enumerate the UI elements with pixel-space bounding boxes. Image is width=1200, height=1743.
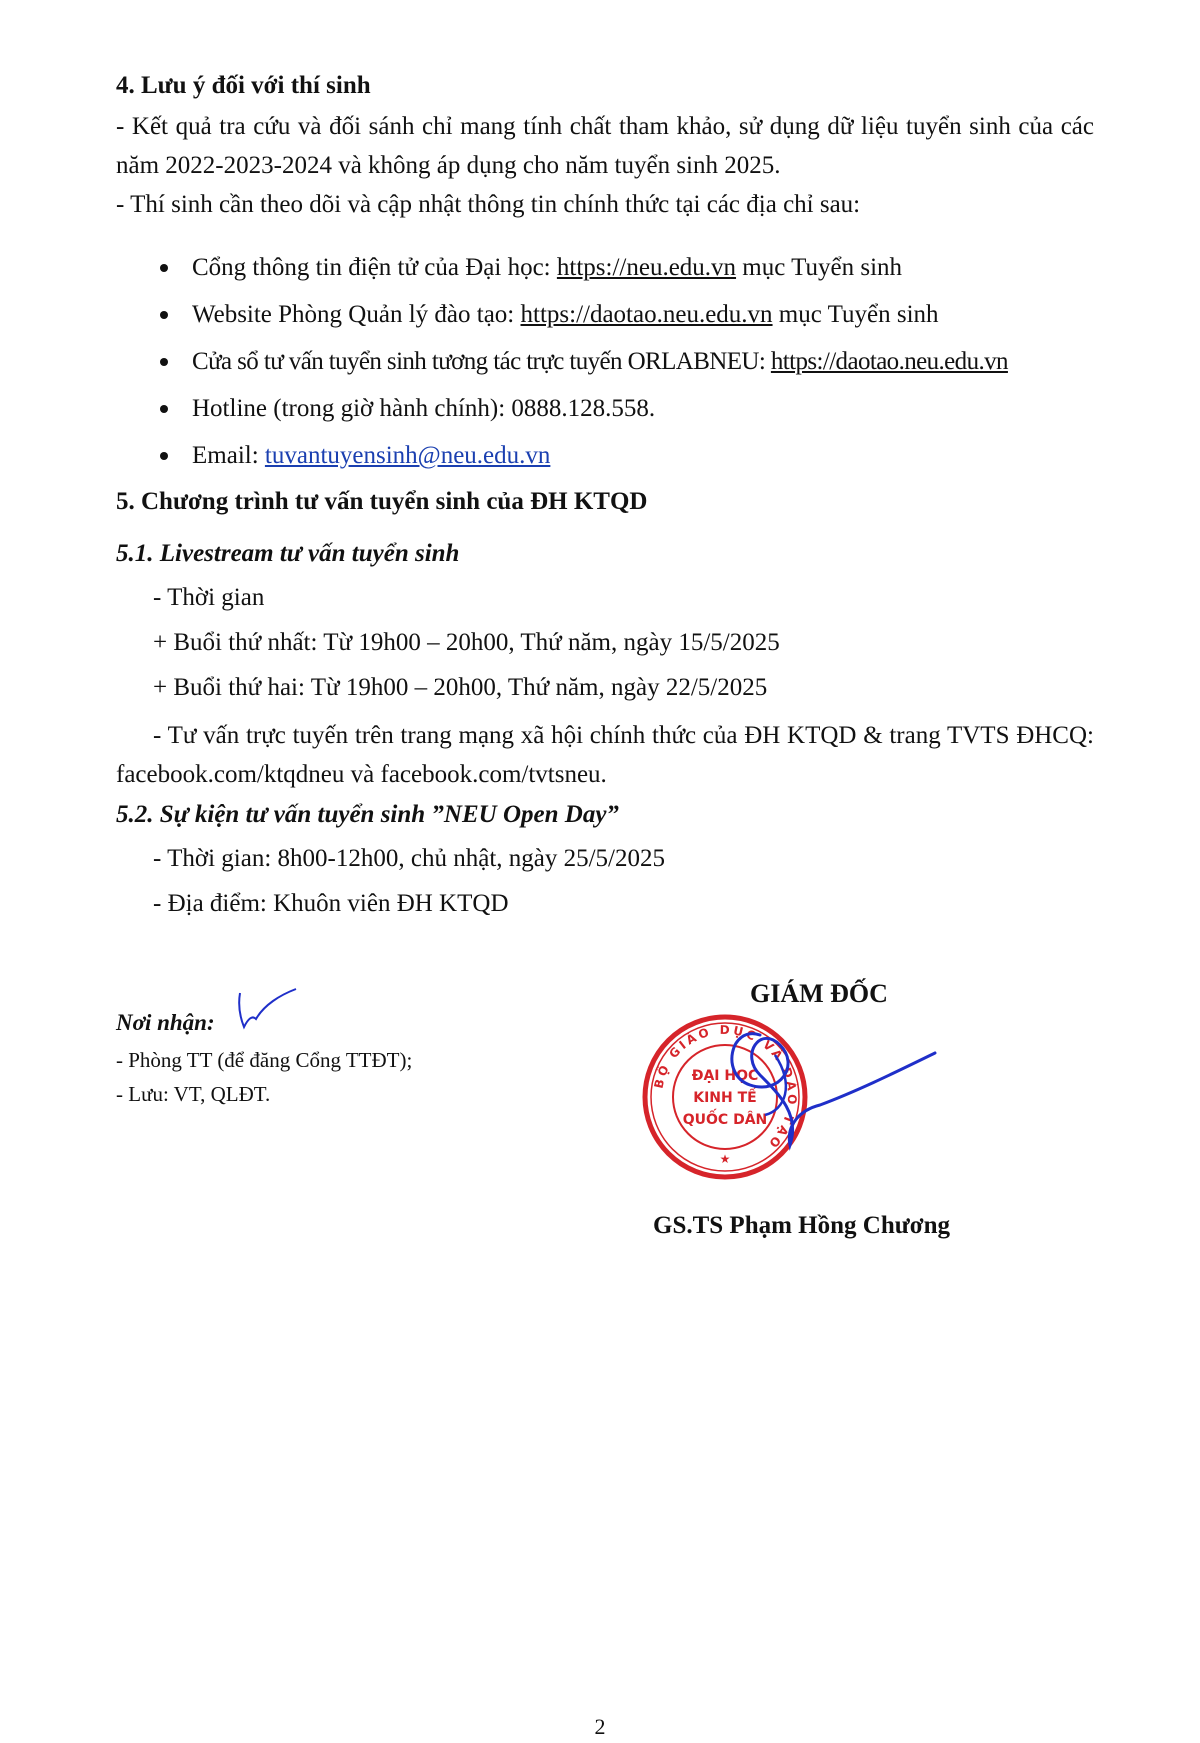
recipients-title: Nơi nhận:	[116, 1010, 215, 1035]
bullet-icon	[160, 452, 168, 460]
livestream-session-1: + Buổi thứ nhất: Từ 19h00 – 20h00, Thứ năm, ngày 15/5/2025	[153, 629, 780, 656]
contact-item-label: Cửa sổ tư vấn tuyển sinh tương tác trực tuyến ORLABNEU:	[192, 348, 771, 375]
section-4-paragraph-2: - Thí sinh cần theo dõi và cập nhật thông tin chính thức tại các địa chỉ sau:	[116, 191, 861, 218]
contact-item-label: Cổng thông tin điện tử của Đại học:	[192, 254, 557, 281]
contact-item-suffix: mục Tuyển sinh	[736, 254, 903, 281]
page-number: 2	[594, 1714, 606, 1739]
contact-list	[160, 248, 1100, 483]
section-5-1-title: 5.1. Livestream tư vấn tuyển sinh	[116, 540, 460, 567]
training-office-link[interactable]: https://daotao.neu.edu.vn	[520, 301, 773, 328]
recipient-line-1: - Phòng TT (để đăng Cổng TTĐT);	[116, 1048, 413, 1072]
contact-item-orlabneu	[160, 342, 1100, 389]
seal-line-1: ĐẠI HỌC	[691, 1068, 759, 1084]
seal-star-icon: ★	[719, 1152, 731, 1166]
livestream-time-label: - Thời gian	[153, 584, 265, 611]
livestream-online-info: - Tư vấn trực tuyến trên trang mạng xã hội chính thức của ĐH KTQD & trang TVTS ĐHCQ: facebook.com/ktqdneu và facebook.com/tvtsneu.	[116, 722, 1094, 788]
contact-item-suffix: mục Tuyển sinh	[772, 301, 939, 328]
contact-item-email	[160, 436, 1100, 483]
hotline-text: Hotline (trong giờ hành chính): 0888.128.558.	[192, 395, 656, 422]
contact-item-portal	[160, 248, 1100, 295]
bullet-icon	[160, 311, 168, 319]
director-signature-icon	[720, 1015, 940, 1175]
contact-item-hotline	[160, 389, 1100, 436]
contact-item-label: Email:	[192, 442, 265, 469]
section-5-2-title: 5.2. Sự kiện tư vấn tuyển sinh ”NEU Open Day”	[116, 801, 619, 828]
seal-ring-text: BỘ GIÁO DỤC VÀ ĐÀO TẠO	[651, 1022, 800, 1153]
seal-line-3: QUỐC DÂN	[682, 1112, 768, 1128]
section-4-paragraph-1: - Kết quả tra cứu và đối sánh chỉ mang tính chất tham khảo, sử dụng dữ liệu tuyển sinh của các năm 2022-2023-2024 và không áp dụng cho năm tuyển sinh 2025.	[116, 113, 1094, 179]
section-4-title: 4. Lưu ý đối với thí sinh	[116, 72, 371, 99]
initial-signature-icon	[232, 985, 302, 1035]
contact-item-label: Website Phòng Quản lý đào tạo:	[192, 301, 521, 328]
section-5-title: 5. Chương trình tư vấn tuyển sinh của ĐH KTQD	[116, 488, 648, 515]
portal-link[interactable]: https://neu.edu.vn	[556, 254, 737, 281]
bullet-icon	[160, 358, 168, 366]
seal-line-2: KINH TẾ	[693, 1090, 757, 1106]
bullet-icon	[160, 264, 168, 272]
recipient-line-2: - Lưu: VT, QLĐT.	[116, 1082, 271, 1106]
open-day-place: - Địa điểm: Khuôn viên ĐH KTQD	[153, 890, 509, 917]
open-day-time: - Thời gian: 8h00-12h00, chủ nhật, ngày 25/5/2025	[153, 845, 665, 872]
contact-item-training-office	[160, 295, 1100, 342]
bullet-icon	[160, 405, 168, 413]
signer-name: GS.TS Phạm Hồng Chương	[653, 1212, 950, 1239]
orlabneu-link[interactable]: https://daotao.neu.edu.vn	[770, 348, 1008, 375]
livestream-session-2: + Buổi thứ hai: Từ 19h00 – 20h00, Thứ năm, ngày 22/5/2025	[153, 674, 768, 701]
email-link[interactable]: tuvantuyensinh@neu.edu.vn	[264, 442, 551, 469]
director-title: GIÁM ĐỐC	[750, 979, 888, 1008]
